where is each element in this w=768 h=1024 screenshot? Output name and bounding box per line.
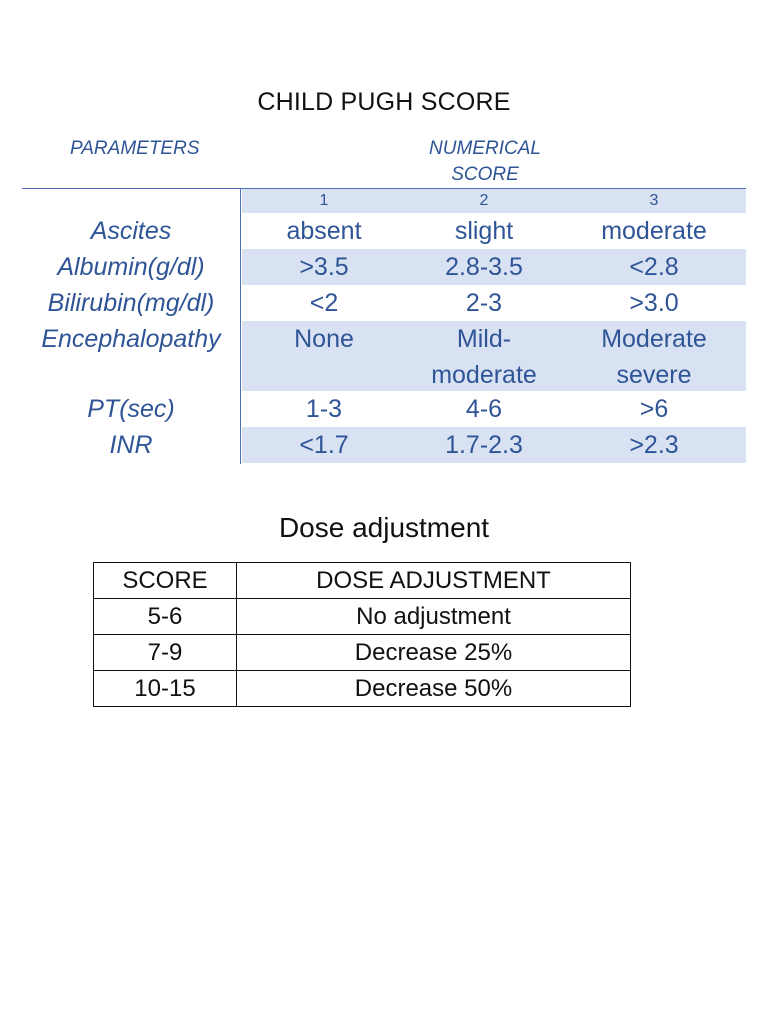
table-cell: 7-9 (94, 635, 237, 671)
table-cell: Decrease 25% (237, 635, 631, 671)
table-cell: 10-15 (94, 671, 237, 707)
score-col-1: 1 (319, 192, 329, 209)
table-row (22, 249, 746, 285)
table-row (94, 671, 631, 707)
table-header-row (94, 563, 631, 599)
score-number-row (22, 189, 746, 213)
table-cell: 1-3 (305, 395, 343, 423)
table-cell: 2-3 (465, 289, 503, 317)
table-row (22, 427, 746, 463)
numerical-header-line2: SCORE (451, 164, 519, 185)
table-row (94, 635, 631, 671)
cell-line: Mild- (456, 325, 512, 353)
row-label: INR (109, 431, 153, 459)
table-cell (564, 321, 744, 393)
table-cell: No adjustment (237, 599, 631, 635)
numerical-score-header (410, 136, 560, 188)
table-row (22, 285, 746, 321)
header-dose-adjustment: DOSE ADJUSTMENT (237, 563, 631, 599)
table-cell: 1.7-2.3 (445, 431, 523, 459)
score-col-3: 3 (649, 192, 659, 209)
row-label: Ascites (90, 217, 172, 245)
row-label: Bilirubin(mg/dl) (47, 289, 215, 317)
table-column-divider (240, 188, 241, 464)
table-cell: moderate (601, 217, 707, 245)
table-cell: <2.8 (629, 253, 679, 281)
table-cell: 4-6 (465, 395, 503, 423)
child-pugh-table (22, 188, 746, 464)
table-cell: >3.5 (299, 253, 349, 281)
row-label: PT(sec) (87, 395, 175, 423)
dose-adjustment-table (93, 562, 631, 707)
table-cell: <1.7 (299, 431, 349, 459)
table-row (22, 213, 746, 249)
cell-line: severe (616, 361, 692, 389)
table-cell: slight (454, 217, 514, 245)
score-col-2: 2 (479, 192, 489, 209)
table-cell: 2.8-3.5 (445, 253, 523, 281)
table-row (94, 599, 631, 635)
cell-line: Moderate (601, 325, 707, 353)
child-pugh-title: CHILD PUGH SCORE (257, 88, 511, 116)
table-cell (404, 321, 564, 393)
table-cell: >6 (639, 395, 669, 423)
row-label: Albumin(g/dl) (57, 253, 205, 281)
table-cell: absent (286, 217, 362, 245)
numerical-header-line1: NUMERICAL (429, 138, 541, 159)
cell-line: moderate (431, 361, 537, 389)
row-label: Encephalopathy (41, 325, 221, 353)
cell-line: None (294, 325, 354, 353)
header-score: SCORE (94, 563, 237, 599)
table-row (22, 321, 746, 391)
table-row (22, 391, 746, 427)
table-cell (244, 321, 404, 357)
parameters-header: PARAMETERS (70, 138, 200, 159)
table-cell: <2 (309, 289, 339, 317)
table-cell: >2.3 (629, 431, 679, 459)
table-cell: Decrease 50% (237, 671, 631, 707)
table-cell: >3.0 (629, 289, 679, 317)
dose-adjustment-title: Dose adjustment (278, 512, 490, 543)
table-cell: 5-6 (94, 599, 237, 635)
